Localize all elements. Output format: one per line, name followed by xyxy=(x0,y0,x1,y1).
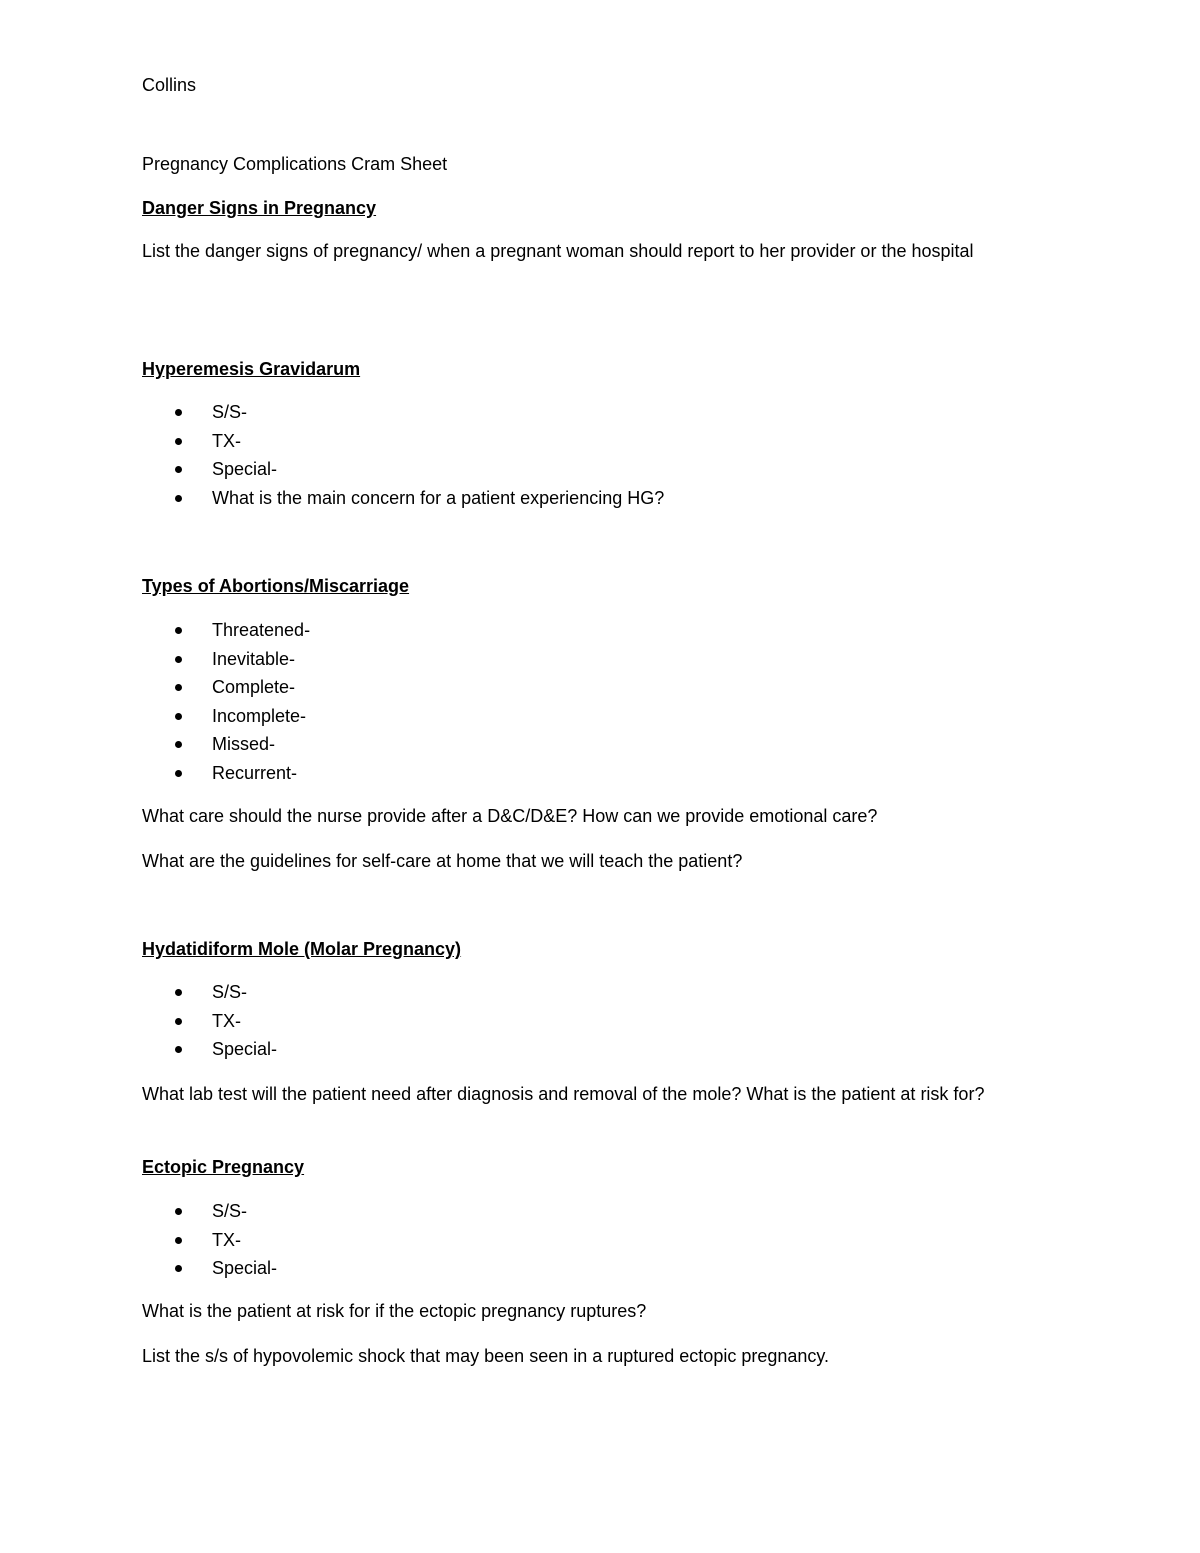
list-item xyxy=(142,455,664,484)
list-item xyxy=(142,398,664,427)
list-item xyxy=(142,1254,277,1283)
bullet-icon xyxy=(175,684,182,691)
ectopic-question-2: List the s/s of hypovolemic shock that may been seen in a ruptured ectopic pregnancy. xyxy=(142,1346,830,1366)
list-item-text: TX- xyxy=(212,1229,241,1250)
list-item-text: Special- xyxy=(212,459,278,479)
bullet-icon xyxy=(175,466,182,473)
bullet-icon xyxy=(175,656,182,663)
list-item xyxy=(142,730,310,759)
list-item-text: Incomplete- xyxy=(212,705,307,726)
list-item-text: S/S- xyxy=(212,982,248,1002)
heading-hyperemesis: Hyperemesis Gravidarum xyxy=(142,359,361,379)
document-title: Pregnancy Complications Cram Sheet xyxy=(142,154,448,174)
danger-signs-text: List the danger signs of pregnancy/ when a pregnant woman should report to her provider or the hospital xyxy=(142,241,974,261)
bullet-icon xyxy=(175,989,182,996)
list-item-text: TX- xyxy=(212,1010,241,1031)
bullet-icon xyxy=(175,741,182,748)
list-item-text: Special- xyxy=(212,1039,278,1059)
author-name: Collins xyxy=(142,75,197,95)
abortions-list xyxy=(142,616,310,787)
list-item-text: What is the main concern for a patient experiencing HG? xyxy=(212,487,665,508)
bullet-icon xyxy=(175,1265,182,1272)
list-item-text: Special- xyxy=(212,1258,278,1278)
list-item xyxy=(142,1007,277,1036)
list-item-text: Complete- xyxy=(212,677,296,697)
list-item xyxy=(142,759,310,788)
list-item xyxy=(142,1197,277,1226)
bullet-icon xyxy=(175,1208,182,1215)
list-item xyxy=(142,702,310,731)
list-item-text: S/S- xyxy=(212,1201,248,1221)
list-item-text: TX- xyxy=(212,430,241,451)
heading-danger-signs: Danger Signs in Pregnancy xyxy=(142,198,377,218)
abortions-question-1: What care should the nurse provide after a D&C/D&E? How can we provide emotional care? xyxy=(142,806,878,826)
molar-question: What lab test will the patient need after diagnosis and removal of the mole? What is the patient at risk for? xyxy=(142,1084,985,1104)
list-item xyxy=(142,484,664,513)
list-item-text: Recurrent- xyxy=(212,762,298,783)
abortions-question-2: What are the guidelines for self-care at home that we will teach the patient? xyxy=(142,851,743,871)
heading-abortions: Types of Abortions/Miscarriage xyxy=(142,576,410,596)
list-item-text: Threatened- xyxy=(212,620,311,640)
list-item-text: Inevitable- xyxy=(212,648,296,669)
molar-list xyxy=(142,978,277,1064)
list-item xyxy=(142,427,664,456)
ectopic-list xyxy=(142,1197,277,1283)
bullet-icon xyxy=(175,409,182,416)
hyperemesis-list xyxy=(142,398,664,512)
list-item-text: Missed- xyxy=(212,734,276,754)
bullet-icon xyxy=(175,1046,182,1053)
bullet-icon xyxy=(175,713,182,720)
heading-ectopic: Ectopic Pregnancy xyxy=(142,1157,305,1177)
bullet-icon xyxy=(175,1018,182,1025)
bullet-icon xyxy=(175,438,182,445)
bullet-icon xyxy=(175,495,182,502)
ectopic-question-1: What is the patient at risk for if the ectopic pregnancy ruptures? xyxy=(142,1301,647,1321)
list-item xyxy=(142,978,277,1007)
list-item xyxy=(142,616,310,645)
list-item xyxy=(142,1226,277,1255)
list-item xyxy=(142,645,310,674)
bullet-icon xyxy=(175,770,182,777)
list-item xyxy=(142,1035,277,1064)
heading-molar: Hydatidiform Mole (Molar Pregnancy) xyxy=(142,939,462,959)
list-item-text: S/S- xyxy=(212,402,248,422)
bullet-icon xyxy=(175,627,182,634)
list-item xyxy=(142,673,310,702)
bullet-icon xyxy=(175,1237,182,1244)
